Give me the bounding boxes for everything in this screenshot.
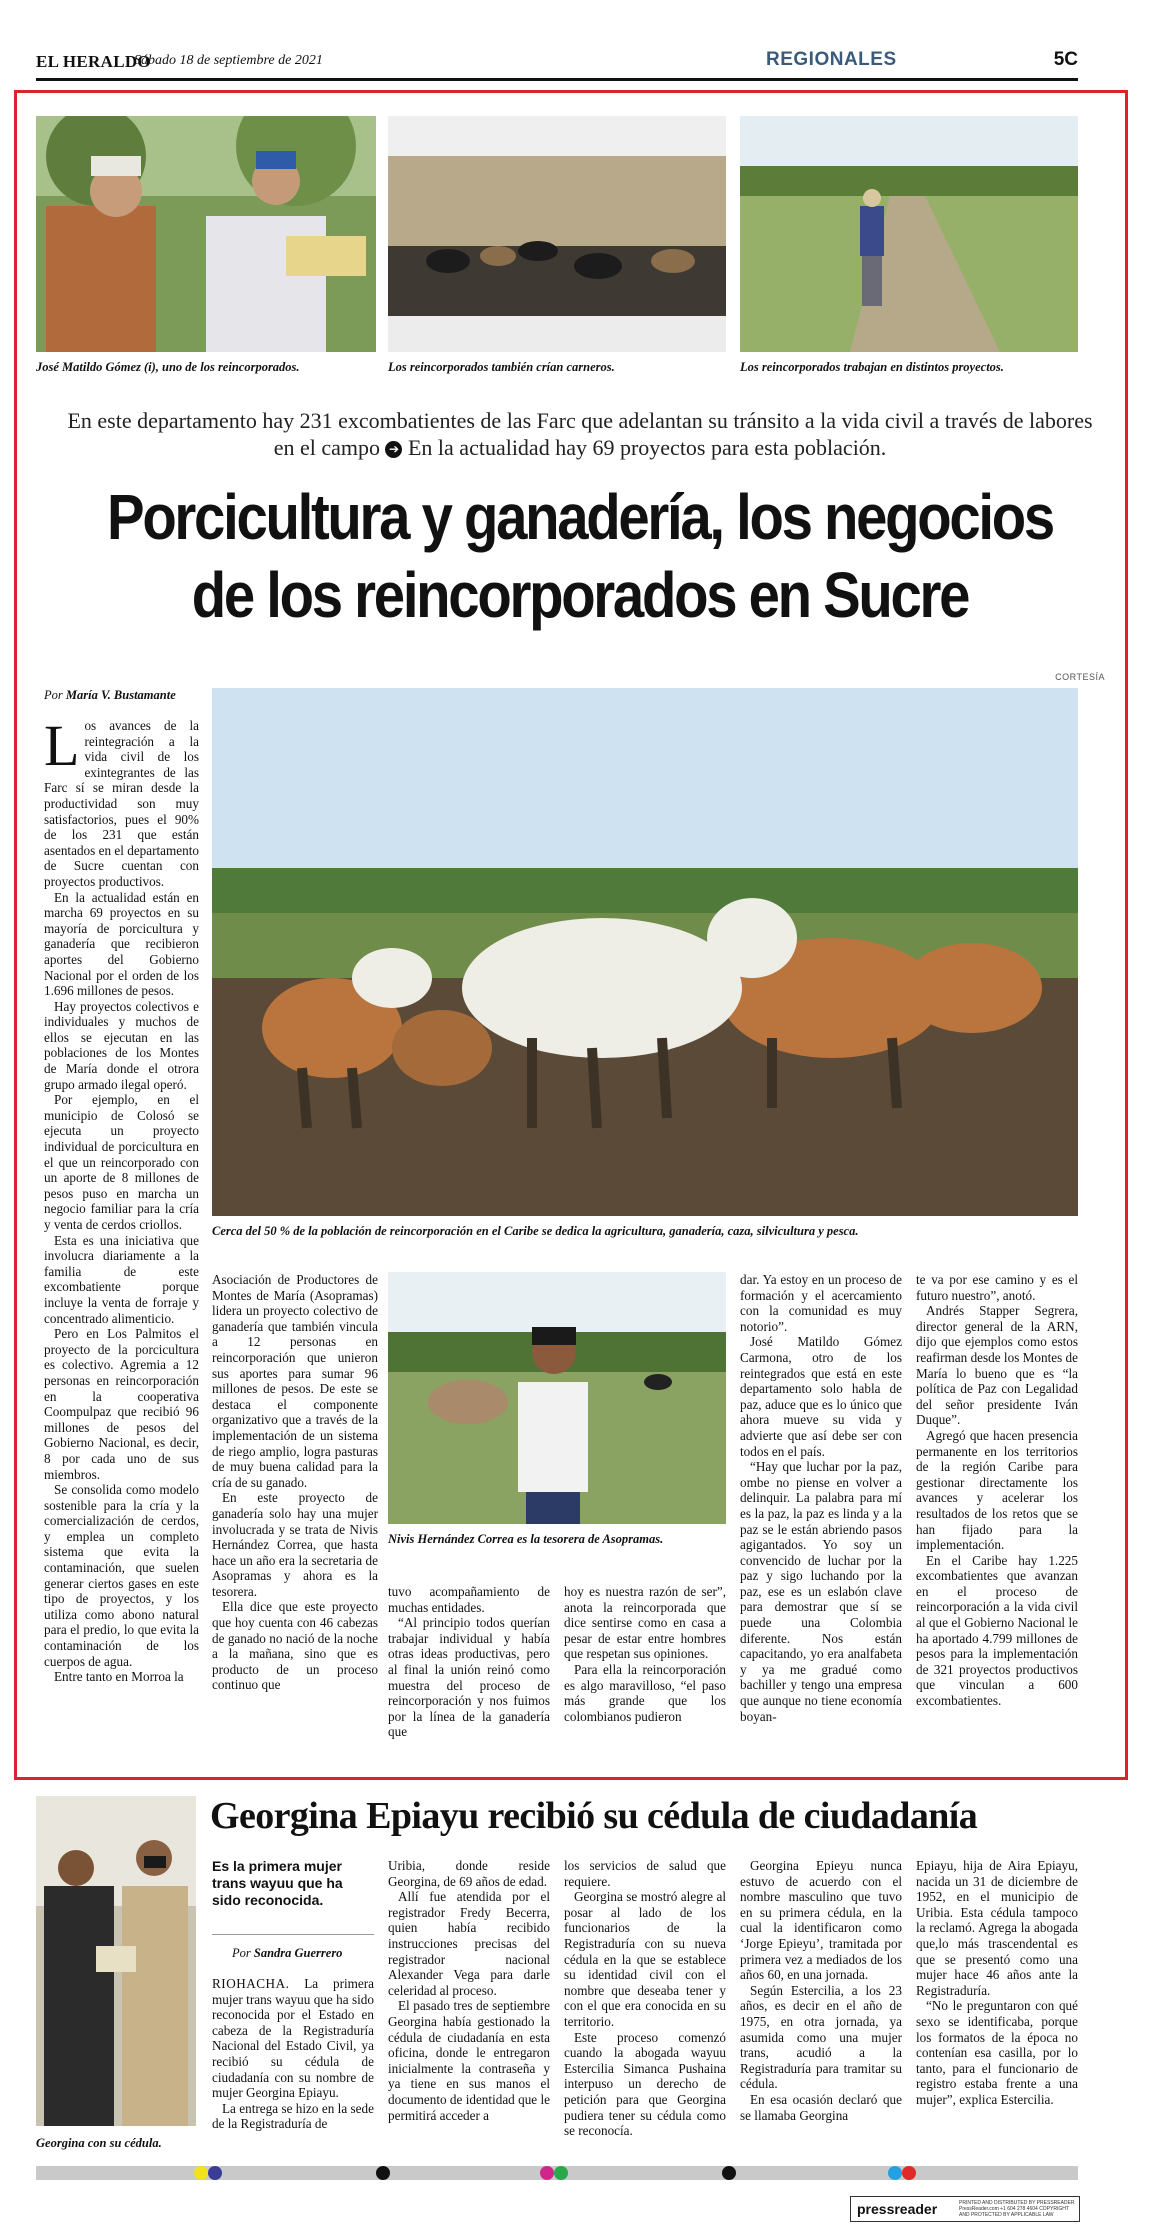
- article-paragraph: dar. Ya estoy en un proceso de formación y el acercamiento con la comunidad es muy notorio”.: [740, 1272, 902, 1334]
- page-number: 5C: [1053, 49, 1078, 70]
- article-column-4: [564, 1584, 726, 1724]
- color-dot-black: [376, 2166, 390, 2180]
- caption-photo-3: Los reincorporados trabajan en distintos proyectos.: [740, 360, 1004, 374]
- article-paragraph: Este proceso comenzó cuando la abogada wayuu Estercilia Simanca Pushaina interpuso un derecho de petición para que Georgina pudiera tener su cédula como se reconocía.: [564, 2029, 726, 2139]
- story2-byline-author: Sandra Guerrero: [253, 1946, 343, 1960]
- article-paragraph: Se consolida como modelo sostenible para la cría y la comercialización de cerdos, y emplea un completo sistema que evita la contaminación, que suelen generar ciertos gases en este tipo de proyectos, y los utiliza como abono natural para el predio, lo que evita la contaminación de los cuerpos de agua.: [44, 1482, 199, 1669]
- color-dot-yellow: [194, 2166, 208, 2180]
- article-paragraph: tuvo acompañamiento de muchas entidades.: [388, 1584, 550, 1615]
- article-headline: [105, 478, 1055, 634]
- story2-kicker: Es la primera mujer trans wayuu que ha sido reconocida.: [212, 1858, 343, 1908]
- caption-photo-2: Los reincorporados también crían carneros.: [388, 360, 615, 374]
- article-paragraph: Allí fue atendida por el registrador Fredy Becerra, quien había recibido instrucciones precisas del registrador nacional Alexander Vega para darle celeridad al proceso.: [388, 1889, 550, 1998]
- issue-date: Sábado 18 de septiembre de 2021: [134, 53, 323, 68]
- color-dot-green: [554, 2166, 568, 2180]
- color-dot-blue: [208, 2166, 222, 2180]
- article-paragraph: Andrés Stapper Segrera, director general de la ARN, dijo que ejemplos como estos reafirman desde los Montes de María lo bueno que es “la política de Paz con Legalidad del señor presidente Iván Duque”.: [916, 1303, 1078, 1428]
- photo-jose-matildo: [36, 116, 376, 352]
- article-paragraph: “Hay que luchar por la paz, ombe no piense en volver a delinquir. La palabra para mí es la paz, la paz es linda y a la paz se le están abriendo pasos agigantados. Yo soy un convencido de luchar por la paz y sigo luchando por la paz, ese es un eslabón clave para demostrar que sí se puede una Colombia diferente. Nos están capacitando, yo era analfabeta y ya me gradué como bachiller y tengo una empresa que aunque no tiene economía boyan-: [740, 1459, 902, 1724]
- byline: [44, 688, 176, 703]
- article-paragraph: Agregó que hacen presencia permanente en los territorios de la región Caribe para gestionar directamente los avances y acelerar los resultados de los retos que se han fijado para la implementación.: [916, 1427, 1078, 1553]
- section-name: REGIONALES: [766, 49, 897, 70]
- article-paragraph: los servicios de salud que requiere.: [564, 1858, 726, 1889]
- header-rule: [36, 78, 1078, 81]
- photo-sheep-pen: [388, 116, 726, 352]
- article-paragraph: “Al principio todos querían trabajar individual y había otras ideas productivas, pero al final la unión reinó como muestra del proceso de reincorporación y nos fuimos por la línea de la ganadería que: [388, 1615, 550, 1740]
- photo-credit: CORTESÍA: [1055, 672, 1105, 682]
- story2-column-4: [740, 1858, 902, 2123]
- deck-part-2: En la actualidad hay 69 proyectos para esta población.: [407, 435, 887, 460]
- article-paragraph: Para ella la reincorporación es algo maravilloso, “el paso más grande que los colombianos pudieron: [564, 1661, 726, 1724]
- headline-line-2: de los reincorporados en Sucre: [191, 559, 969, 631]
- story2-column-2: [388, 1858, 550, 2123]
- pressreader-logo: pressreader: [857, 2201, 938, 2217]
- article-paragraph: En esa ocasión declaró que se llamaba Georgina: [740, 2091, 902, 2123]
- photo-georgina: [36, 1796, 196, 2126]
- article-paragraph: En la actualidad están en marcha 69 proyectos en su mayoría de porcicultura y ganadería que recibieron aportes del Gobierno Nacional por el orden de los 1.696 millones de pesos.: [44, 889, 199, 999]
- kicker-rule: [212, 1934, 374, 1935]
- article-paragraph: La primera mujer trans wayuu que ha sido reconocida por el Estado en cabeza de la Registraduría Nacional del Estado Civil, ya recibió su cédula de ciudadanía con su nombre de mujer Georgina Epiayu.: [212, 1976, 374, 2101]
- caption-main-photo: Cerca del 50 % de la población de reincorporación en el Caribe se dedica la agricultura, ganadería, caza, silvicultura y pesca.: [212, 1224, 859, 1238]
- byline-prefix: Por: [44, 688, 63, 702]
- article-paragraph: os avances de la reintegración a la vida civil de los exintegrantes de las Farc sí se miran desde la productividad son muy satisfactorios, pues el 90% de los 231 que están asentados en el departamento de Sucre cuentan con proyectos productivos.: [44, 718, 199, 889]
- article-paragraph: Entre tanto en Morroa la: [54, 1669, 184, 1685]
- article-paragraph: Ella dice que este proyecto que hoy cuenta con 46 cabezas de ganado no nació de la noche a la mañana, sino que es producto de un proceso continuo que: [212, 1599, 378, 1693]
- byline-author: María V. Bustamante: [65, 688, 176, 702]
- article-deck: [60, 407, 1100, 461]
- drop-cap: L: [44, 713, 80, 778]
- article-paragraph: Según Estercilia, a los 23 años, es decir en el año de 1975, en otra jornada, ya asumida como una mujer trans, acudió a la Registraduría para tramitar su cédula.: [740, 1982, 902, 2092]
- article-column-2: [212, 1272, 378, 1693]
- caption-photo-1: José Matildo Gómez (i), uno de los reincorporados.: [36, 360, 300, 374]
- color-dot-cyan: [888, 2166, 902, 2180]
- caption-georgina: Georgina con su cédula.: [36, 2136, 162, 2150]
- article-paragraph: Epiayu, hija de Aira Epiayu, nacida un 31 de diciembre de 1952, en el municipio de Uribia. Esta cédula tampoco la reclamó. Agrega la abogada que,lo más trascendental es que se presentó como una mujer hace 46 años ante la Registraduría.: [916, 1858, 1078, 1998]
- article-column-1: [44, 713, 199, 1685]
- article-paragraph: En el Caribe hay 1.225 excombatientes que avanzan en el proceso de reincorporación a la vida civil al que el Gobierno Nacional le ha aportado 4.799 millones de pesos para la implementación de 321 proyectos productivos que vinculan a 600 excombatientes.: [916, 1552, 1078, 1709]
- headline-line-1: Porcicultura y ganadería, los negocios: [107, 481, 1053, 553]
- story2-byline-prefix: Por: [232, 1946, 251, 1960]
- article-paragraph: Georgina Epieyu nunca estuvo de acuerdo con el nombre masculino que tuvo en su primera cédula, en la cual la identificaron como ‘Jorge Epieyu’, tramitada por primera vez a mediados de los años 60, en una jornada.: [740, 1858, 902, 1983]
- newspaper-name: EL HERALDO: [36, 52, 151, 71]
- article-paragraph: “No le preguntaron con qué sexo se identificaba, porque los formatos de la época no contenían esa casilla, por lo tanto, para el funcionario de registro estaba frente a una mujer”, explica Estercilia.: [916, 1998, 1078, 2107]
- pressreader-fineprint: PRINTED AND DISTRIBUTED BY PRESSREADER PressReader.com +1 604 278 4604 COPYRIGHT AND PROTECTED BY APPLICABLE LAW: [959, 2200, 1075, 2218]
- story2-headline: Georgina Epiayu recibió su cédula de ciudadanía: [210, 1795, 978, 1837]
- story2-dateline: RIOHACHA.: [212, 1976, 290, 1991]
- article-paragraph: Esta es una iniciativa que involucra diariamente a la familia de este excombatiente porque incluye la venta de forraje y concentrado alimenticio.: [44, 1232, 199, 1326]
- color-dot-black-2: [722, 2166, 736, 2180]
- registration-color-bar: [36, 2166, 1078, 2180]
- story2-byline: [232, 1946, 342, 1961]
- caption-nivis: Nivis Hernández Correa es la tesorera de Asopramas.: [388, 1532, 664, 1546]
- article-paragraph: Hay proyectos colectivos e individuales y muchos de ellos se ejecutan en las poblaciones de los Montes de María donde el otrora grupo armado ilegal operó.: [44, 998, 199, 1092]
- color-dot-red: [902, 2166, 916, 2180]
- story2-column-3: [564, 1858, 726, 2139]
- article-column-6: [916, 1272, 1078, 1709]
- article-paragraph: Asociación de Productores de Montes de María (Asopramas) lidera un proyecto colectivo de ganadería que también vincula a 12 personas en reincorporación que unieron sus aportes para sumar 96 millones de pesos. De este se destaca el componente organizativo que a través de la implementación de un sistema de riego amplio, logra pasturas de muy buena calidad para la cría de su ganado.: [212, 1272, 378, 1490]
- article-paragraph: José Matildo Gómez Carmona, otro de los reintegrados que está en este departamento solo habla de paz, aduce que es lo único que ahora mueve su vida y advierte que así debe ser con todos en el país.: [740, 1334, 902, 1459]
- article-paragraph: Uribia, donde reside Georgina, de 69 años de edad.: [388, 1858, 550, 1889]
- deck-part-1: En este departamento hay 231 excombatientes de las Farc que adelantan su tránsito a la vida civil a través de labores en el campo: [67, 408, 1093, 460]
- arrow-right-icon: ➔: [385, 441, 402, 458]
- article-paragraph: te va por ese camino y es el futuro nuestro”, anotó.: [916, 1272, 1078, 1303]
- photo-cattle-herd: [212, 688, 1078, 1216]
- article-paragraph: Georgina se mostró alegre al posar al lado de los funcionarios de la Registraduría con su nueva cédula en la que se establece su identidad civil con el nombre que deseaba tener y con el que era conocida en su territorio.: [564, 1889, 726, 2029]
- article-paragraph: Pero en Los Palmitos el proyecto de la porcicultura es colectivo. Agremia a 12 personas en reincorporación en la cooperativa Coompulpaz que recibió 96 millones de pesos del Gobierno Nacional, es decir, 8 por cada uno de sus miembros.: [44, 1326, 199, 1482]
- article-column-3: [388, 1584, 550, 1740]
- article-column-5: [740, 1272, 902, 1724]
- article-paragraph: En este proyecto de ganadería solo hay una mujer involucrada y se trata de Nivis Hernández Correa, que hasta hace un año era la secretaria de Asopramas y ahora es la tesorera.: [212, 1490, 378, 1599]
- photo-nivis-hernandez: [388, 1272, 726, 1524]
- pressreader-badge: [850, 2196, 1080, 2222]
- page-header: [36, 48, 1078, 74]
- article-paragraph: La entrega se hizo en la sede de la Registraduría de: [212, 2100, 374, 2132]
- story2-column-5: [916, 1858, 1078, 2108]
- story2-column-1: [212, 1976, 374, 2132]
- photo-field-worker: [740, 116, 1078, 352]
- article-paragraph: El pasado tres de septiembre Georgina había gestionado la cédula de ciudadanía en esta oficina, donde le entregaron inicialmente la contraseña y ya tiene en sus manos el documento de identidad que le permitirá acceder a: [388, 1998, 550, 2123]
- article-paragraph: Por ejemplo, en el municipio de Colosó se ejecuta un proyecto individual de porcicultura en el que un reincorporado con un aporte de 8 millones de pesos puso en marcha un negocio familiar para la cría y venta de cerdos criollos.: [44, 1092, 199, 1232]
- article-paragraph: hoy es nuestra razón de ser”, anota la reincorporada que dice sentirse como en casa a pesar de estar entre hombres que respetan sus opiniones.: [564, 1584, 726, 1662]
- color-dot-magenta: [540, 2166, 554, 2180]
